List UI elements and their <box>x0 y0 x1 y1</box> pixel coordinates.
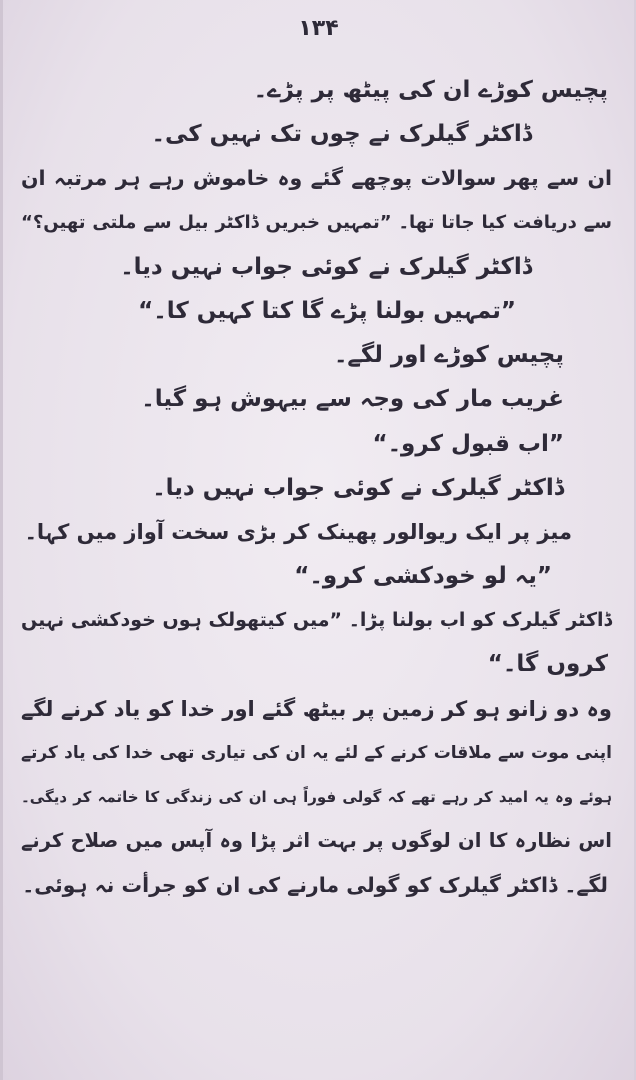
text-line: ”اب قبول کرو۔“ <box>372 430 564 457</box>
text-line: پچیس کوڑے اور لگے۔ <box>333 342 564 369</box>
text-line: ”یہ لو خودکشی کرو۔“ <box>294 563 552 590</box>
text-line: ”تمہیں بولنا پڑے گا کتا کہیں کا۔“ <box>138 297 516 324</box>
text-line: اس نظارہ کا ان لوگوں پر بہت اثر پڑا وہ آپس میں صلاح کرنے <box>21 829 612 853</box>
page-number: ۱۳۴ <box>298 16 339 41</box>
text-line: لگے۔ ڈاکٹر گیلرک کو گولی مارنے کی ان کو جرأت نہ ہوئی۔ <box>22 873 608 898</box>
text-line: اپنی موت سے ملاقات کرنے کے لئے یہ ان کی تیاری تھی خدا کی یاد کرتے <box>21 742 612 763</box>
text-line: ان سے پھر سوالات پوچھے گئے وہ خاموش رہے ہر مرتبہ ان <box>21 166 612 191</box>
text-line: کروں گا۔“ <box>487 651 608 678</box>
text-line: ڈاکٹر گیلرک نے کوئی جواب نہیں دیا۔ <box>120 253 532 280</box>
page-text <box>21 68 612 908</box>
text-line: ڈاکٹر گیلرک نے چوں تک نہیں کی۔ <box>151 121 532 148</box>
text-line: وہ دو زانو ہو کر زمین پر بیٹھ گئے اور خدا کو یاد کرنے لگے <box>21 696 612 721</box>
text-line: ڈاکٹر گیلرک نے کوئی جواب نہیں دیا۔ <box>152 474 564 501</box>
text-line: پچیس کوڑے ان کی پیٹھ پر پڑے۔ <box>253 77 608 103</box>
text-line: ہوئے وہ یہ امید کر رہے تھے کہ گولی فوراً ہی ان کی زندگی کا خاتمہ کر دیگی۔ <box>21 788 612 806</box>
text-line: سے دریافت کیا جاتا تھا۔ ”تمہیں خبریں ڈاکٹر بیل سے ملتی تھیں؟“ <box>21 211 612 233</box>
text-line: میز پر ایک ریوالور پھینک کر بڑی سخت آواز میں کہا۔ <box>24 519 572 544</box>
text-line: غریب مار کی وجہ سے بیہوش ہو گیا۔ <box>141 386 564 413</box>
text-line: ڈاکٹر گیلرک کو اب بولنا پڑا۔ ”میں کیتھولک ہوں خودکشی نہیں <box>21 609 612 632</box>
